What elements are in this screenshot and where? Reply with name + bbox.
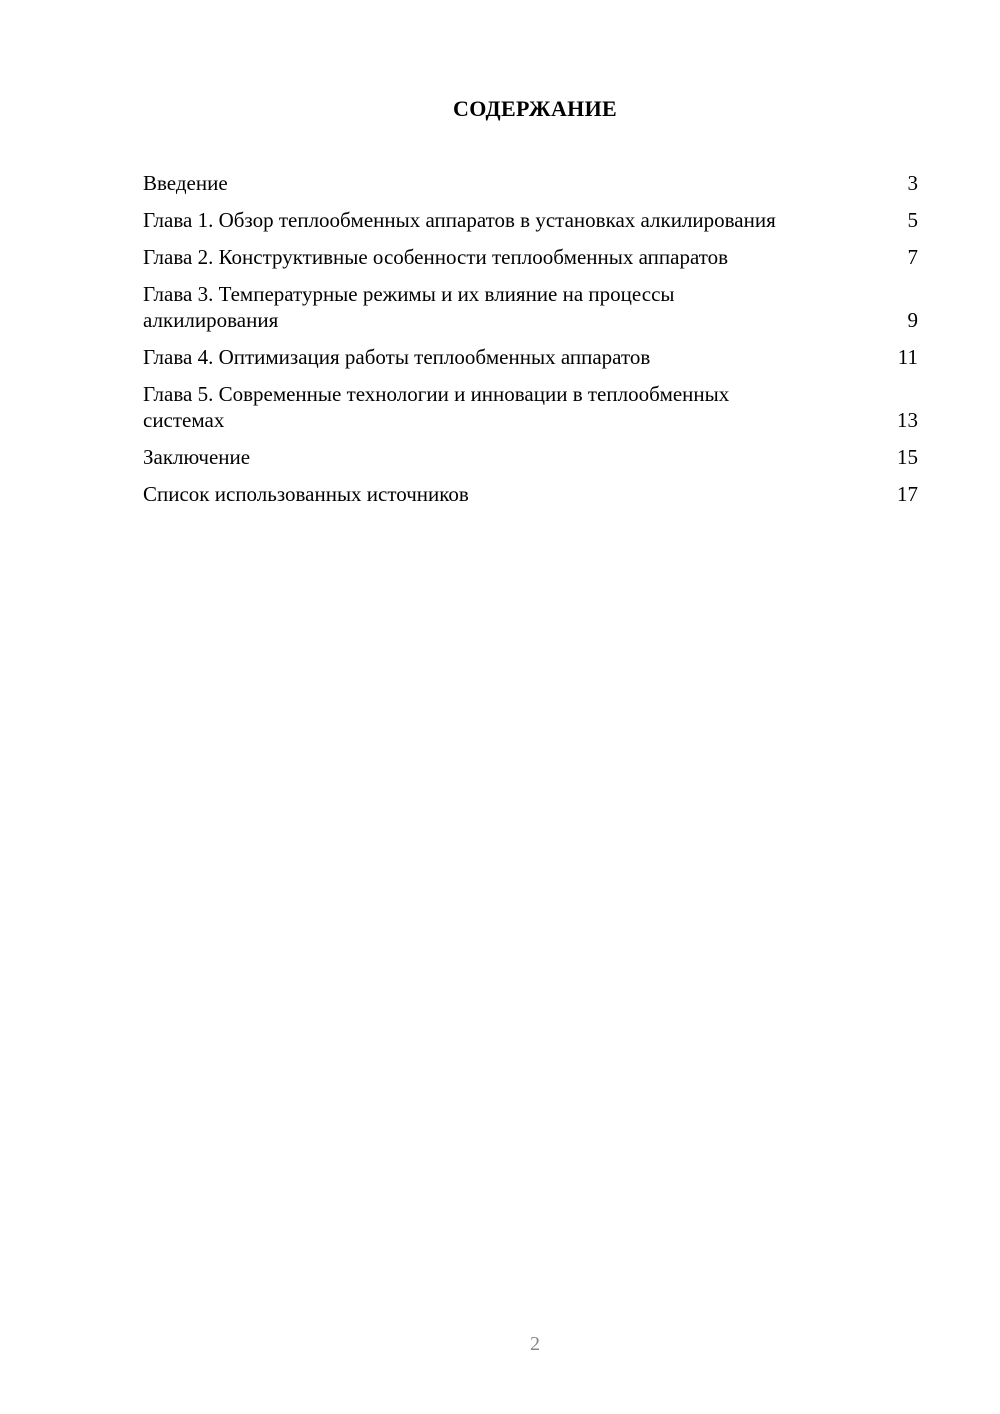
toc-item-chapter-1[interactable] <box>143 207 918 233</box>
page-number: 2 <box>530 1333 540 1355</box>
toc-item-chapter-2[interactable] <box>143 244 918 270</box>
toc-item-label: Заключение <box>143 445 251 469</box>
toc-item-page: 9 <box>907 308 918 332</box>
toc-item-label: Глава 3. Температурные режимы и их влияние на процессы алкилирования <box>143 282 675 332</box>
toc-item-chapter-4[interactable] <box>143 344 918 370</box>
toc-item-label: Глава 5. Современные технологии и инновации в теплообменных системах <box>143 382 730 432</box>
toc-item-label: Глава 4. Оптимизация работы теплообменных аппаратов <box>143 345 651 369</box>
toc-item-label: Введение <box>143 171 228 195</box>
toc-item-conclusion[interactable] <box>143 444 918 470</box>
toc-item-label: Глава 2. Конструктивные особенности теплообменных аппаратов <box>143 245 729 269</box>
toc-item-page: 17 <box>897 482 918 506</box>
toc-item-chapter-3[interactable] <box>143 281 918 333</box>
toc-item-page: 13 <box>897 408 918 432</box>
toc-item-label: Список использованных источников <box>143 482 469 506</box>
toc-item-label: Глава 1. Обзор теплообменных аппаратов в установках алкилирования <box>143 208 776 232</box>
toc-title: СОДЕРЖАНИЕ <box>453 96 617 121</box>
table-of-contents <box>143 170 918 518</box>
toc-item-page: 3 <box>907 171 918 195</box>
toc-item-page: 5 <box>907 208 918 232</box>
toc-item-page: 11 <box>897 345 918 369</box>
toc-item-page: 15 <box>897 445 918 469</box>
toc-item-references[interactable] <box>143 481 918 507</box>
toc-item-page: 7 <box>907 245 918 269</box>
toc-item-introduction[interactable] <box>143 170 918 196</box>
toc-item-chapter-5[interactable] <box>143 381 918 433</box>
